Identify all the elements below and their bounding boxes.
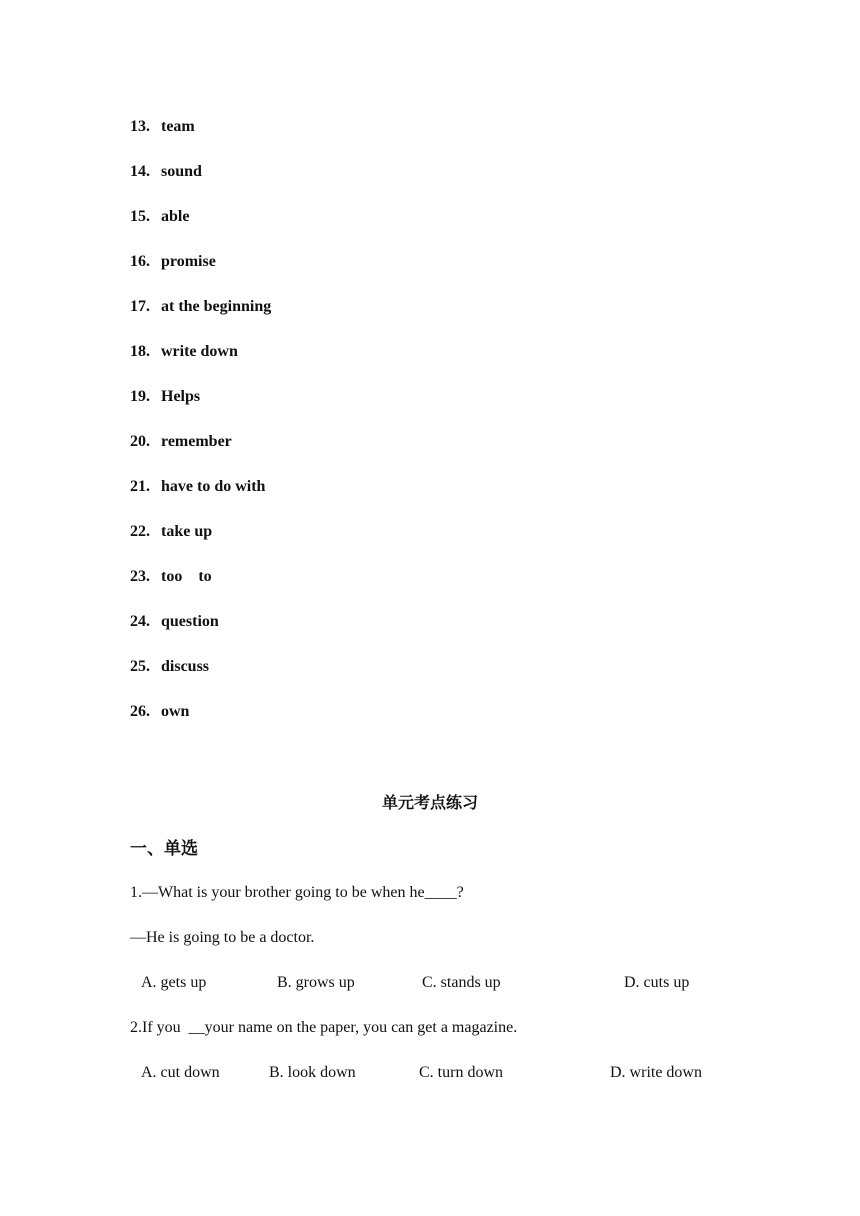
- answer-number: 21.: [130, 478, 150, 495]
- answer-number: 16.: [130, 253, 150, 270]
- answer-item: [130, 117, 195, 137]
- answer-text: own: [161, 703, 190, 720]
- answer-item: [130, 657, 209, 677]
- answer-item: [130, 612, 219, 632]
- answer-item: [130, 252, 216, 272]
- answer-item: [130, 432, 232, 452]
- option-c: C. stands up: [422, 974, 501, 991]
- option-b: B. look down: [269, 1064, 356, 1081]
- answer-number: 15.: [130, 208, 150, 225]
- answer-text: promise: [161, 253, 216, 270]
- option-b: B. grows up: [277, 974, 355, 991]
- answer-item: [130, 522, 212, 542]
- answer-item: [130, 207, 189, 227]
- option-c: C. turn down: [419, 1064, 503, 1081]
- answer-number: 17.: [130, 298, 150, 315]
- option-d: D. write down: [610, 1064, 702, 1081]
- answer-number: 26.: [130, 703, 150, 720]
- answer-number: 13.: [130, 118, 150, 135]
- answer-number: 19.: [130, 388, 150, 405]
- question-stem: 1.—What is your brother going to be when he____?: [130, 884, 464, 901]
- answer-text: remember: [161, 433, 232, 450]
- answer-text: write down: [161, 343, 238, 360]
- answer-item: [130, 162, 202, 182]
- answer-number: 20.: [130, 433, 150, 450]
- answer-number: 22.: [130, 523, 150, 540]
- option-a: A. cut down: [141, 1064, 220, 1081]
- answer-text: take up: [161, 523, 213, 540]
- answer-item: [130, 387, 200, 407]
- answer-text: too to: [161, 568, 212, 585]
- answer-number: 18.: [130, 343, 150, 360]
- section-title: 单元考点练习: [381, 793, 478, 812]
- answer-item: [130, 297, 271, 317]
- answer-number: 24.: [130, 613, 150, 630]
- answer-text: able: [161, 208, 190, 225]
- answer-item: [130, 567, 212, 587]
- answer-number: 14.: [130, 163, 150, 180]
- answer-text: at the beginning: [161, 298, 272, 315]
- answer-text: team: [161, 118, 195, 135]
- question-response: —He is going to be a doctor.: [130, 929, 315, 946]
- answer-text: have to do with: [161, 478, 266, 495]
- answer-text: Helps: [161, 388, 201, 405]
- answer-item: [130, 342, 238, 362]
- answer-text: sound: [161, 163, 202, 180]
- option-d: D. cuts up: [624, 974, 690, 991]
- question-stem: 2.If you __your name on the paper, you can get a magazine.: [130, 1019, 518, 1036]
- answer-text: question: [161, 613, 219, 630]
- answer-item: [130, 702, 189, 722]
- answer-item: [130, 477, 265, 497]
- part-heading: 一、单选: [130, 839, 198, 859]
- option-a: A. gets up: [141, 974, 207, 991]
- answer-number: 25.: [130, 658, 150, 675]
- answer-number: 23.: [130, 568, 150, 585]
- answer-text: discuss: [161, 658, 210, 675]
